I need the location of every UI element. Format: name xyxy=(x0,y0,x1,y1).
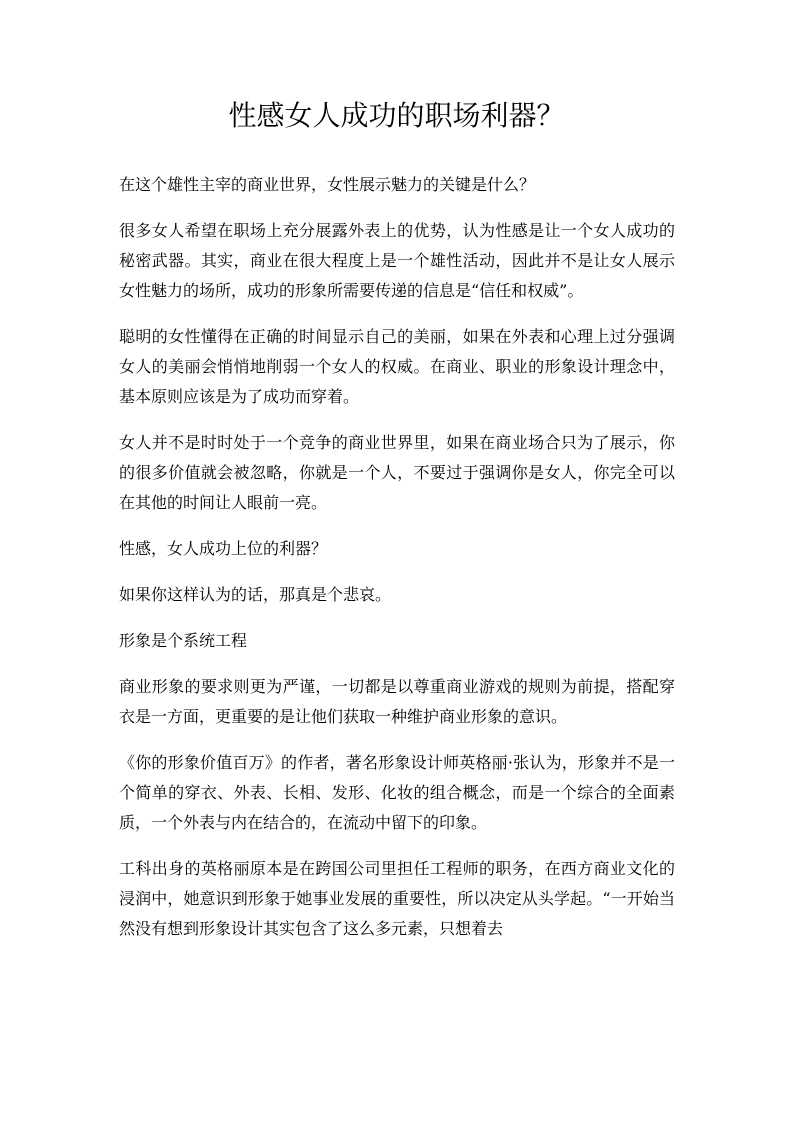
paragraph-sexiness-question: 性感，女人成功上位的利器？ xyxy=(119,539,328,558)
paragraph-intro-question: 在这个雄性主宰的商业世界，女性展示魅力的关键是什么？ xyxy=(119,175,536,194)
paragraph-not-always-competing: 女人并不是时时处于一个竞争的商业世界里，如果在商业场合只为了展示，你的很多价值就会被忽略，你就是一个人，不要过于强调你是女人，你完全可以在其他的时间让人眼前一亮。 xyxy=(119,433,675,512)
document-body xyxy=(119,170,675,960)
paragraph-business-image-rules: 商业形象的要求则更为严谨，一切都是以尊重商业游戏的规则为前提，搭配穿衣是一方面，更重要的是让他们获取一种维护商业形象的意识。 xyxy=(119,677,675,726)
section-heading-image-system: 形象是个系统工程 xyxy=(119,631,248,650)
document-title: 性感女人成功的职场利器？ xyxy=(228,99,565,132)
paragraph-smart-women-timing: 聪明的女性懂得在正确的时间显示自己的美丽，如果在外表和心理上过分强调女人的美丽会悄悄地削弱一个女人的权威。在商业、职业的形象设计理念中，基本原则应该是为了成功而穿着。 xyxy=(119,327,675,406)
paragraph-sad-if-so: 如果你这样认为的话，那真是个悲哀。 xyxy=(119,585,392,604)
paragraph-sexiness-not-secret-weapon: 很多女人希望在职场上充分展露外表上的优势，认为性感是让一个女人成功的秘密武器。其实，商业在很大程度上是一个雄性活动，因此并不是让女人展示女性魅力的场所，成功的形象所需要传递的信息是“信任和权威”。 xyxy=(119,221,675,300)
paragraph-ingrid-background: 工科出身的英格丽原本是在跨国公司里担任工程师的职务，在西方商业文化的浸润中，她意识到形象于她事业发展的重要性，所以决定从头学起。“一开始当然没有想到形象设计其实包含了这么多元素，只想着去 xyxy=(119,859,675,938)
paragraph-ingrid-zhang-view: 《你的形象价值百万》的作者，著名形象设计师英格丽·张认为，形象并不是一个简单的穿衣、外表、长相、发形、化妆的组合概念，而是一个综合的全面素质，一个外表与内在结合的，在流动中留下的印象。 xyxy=(119,753,675,832)
